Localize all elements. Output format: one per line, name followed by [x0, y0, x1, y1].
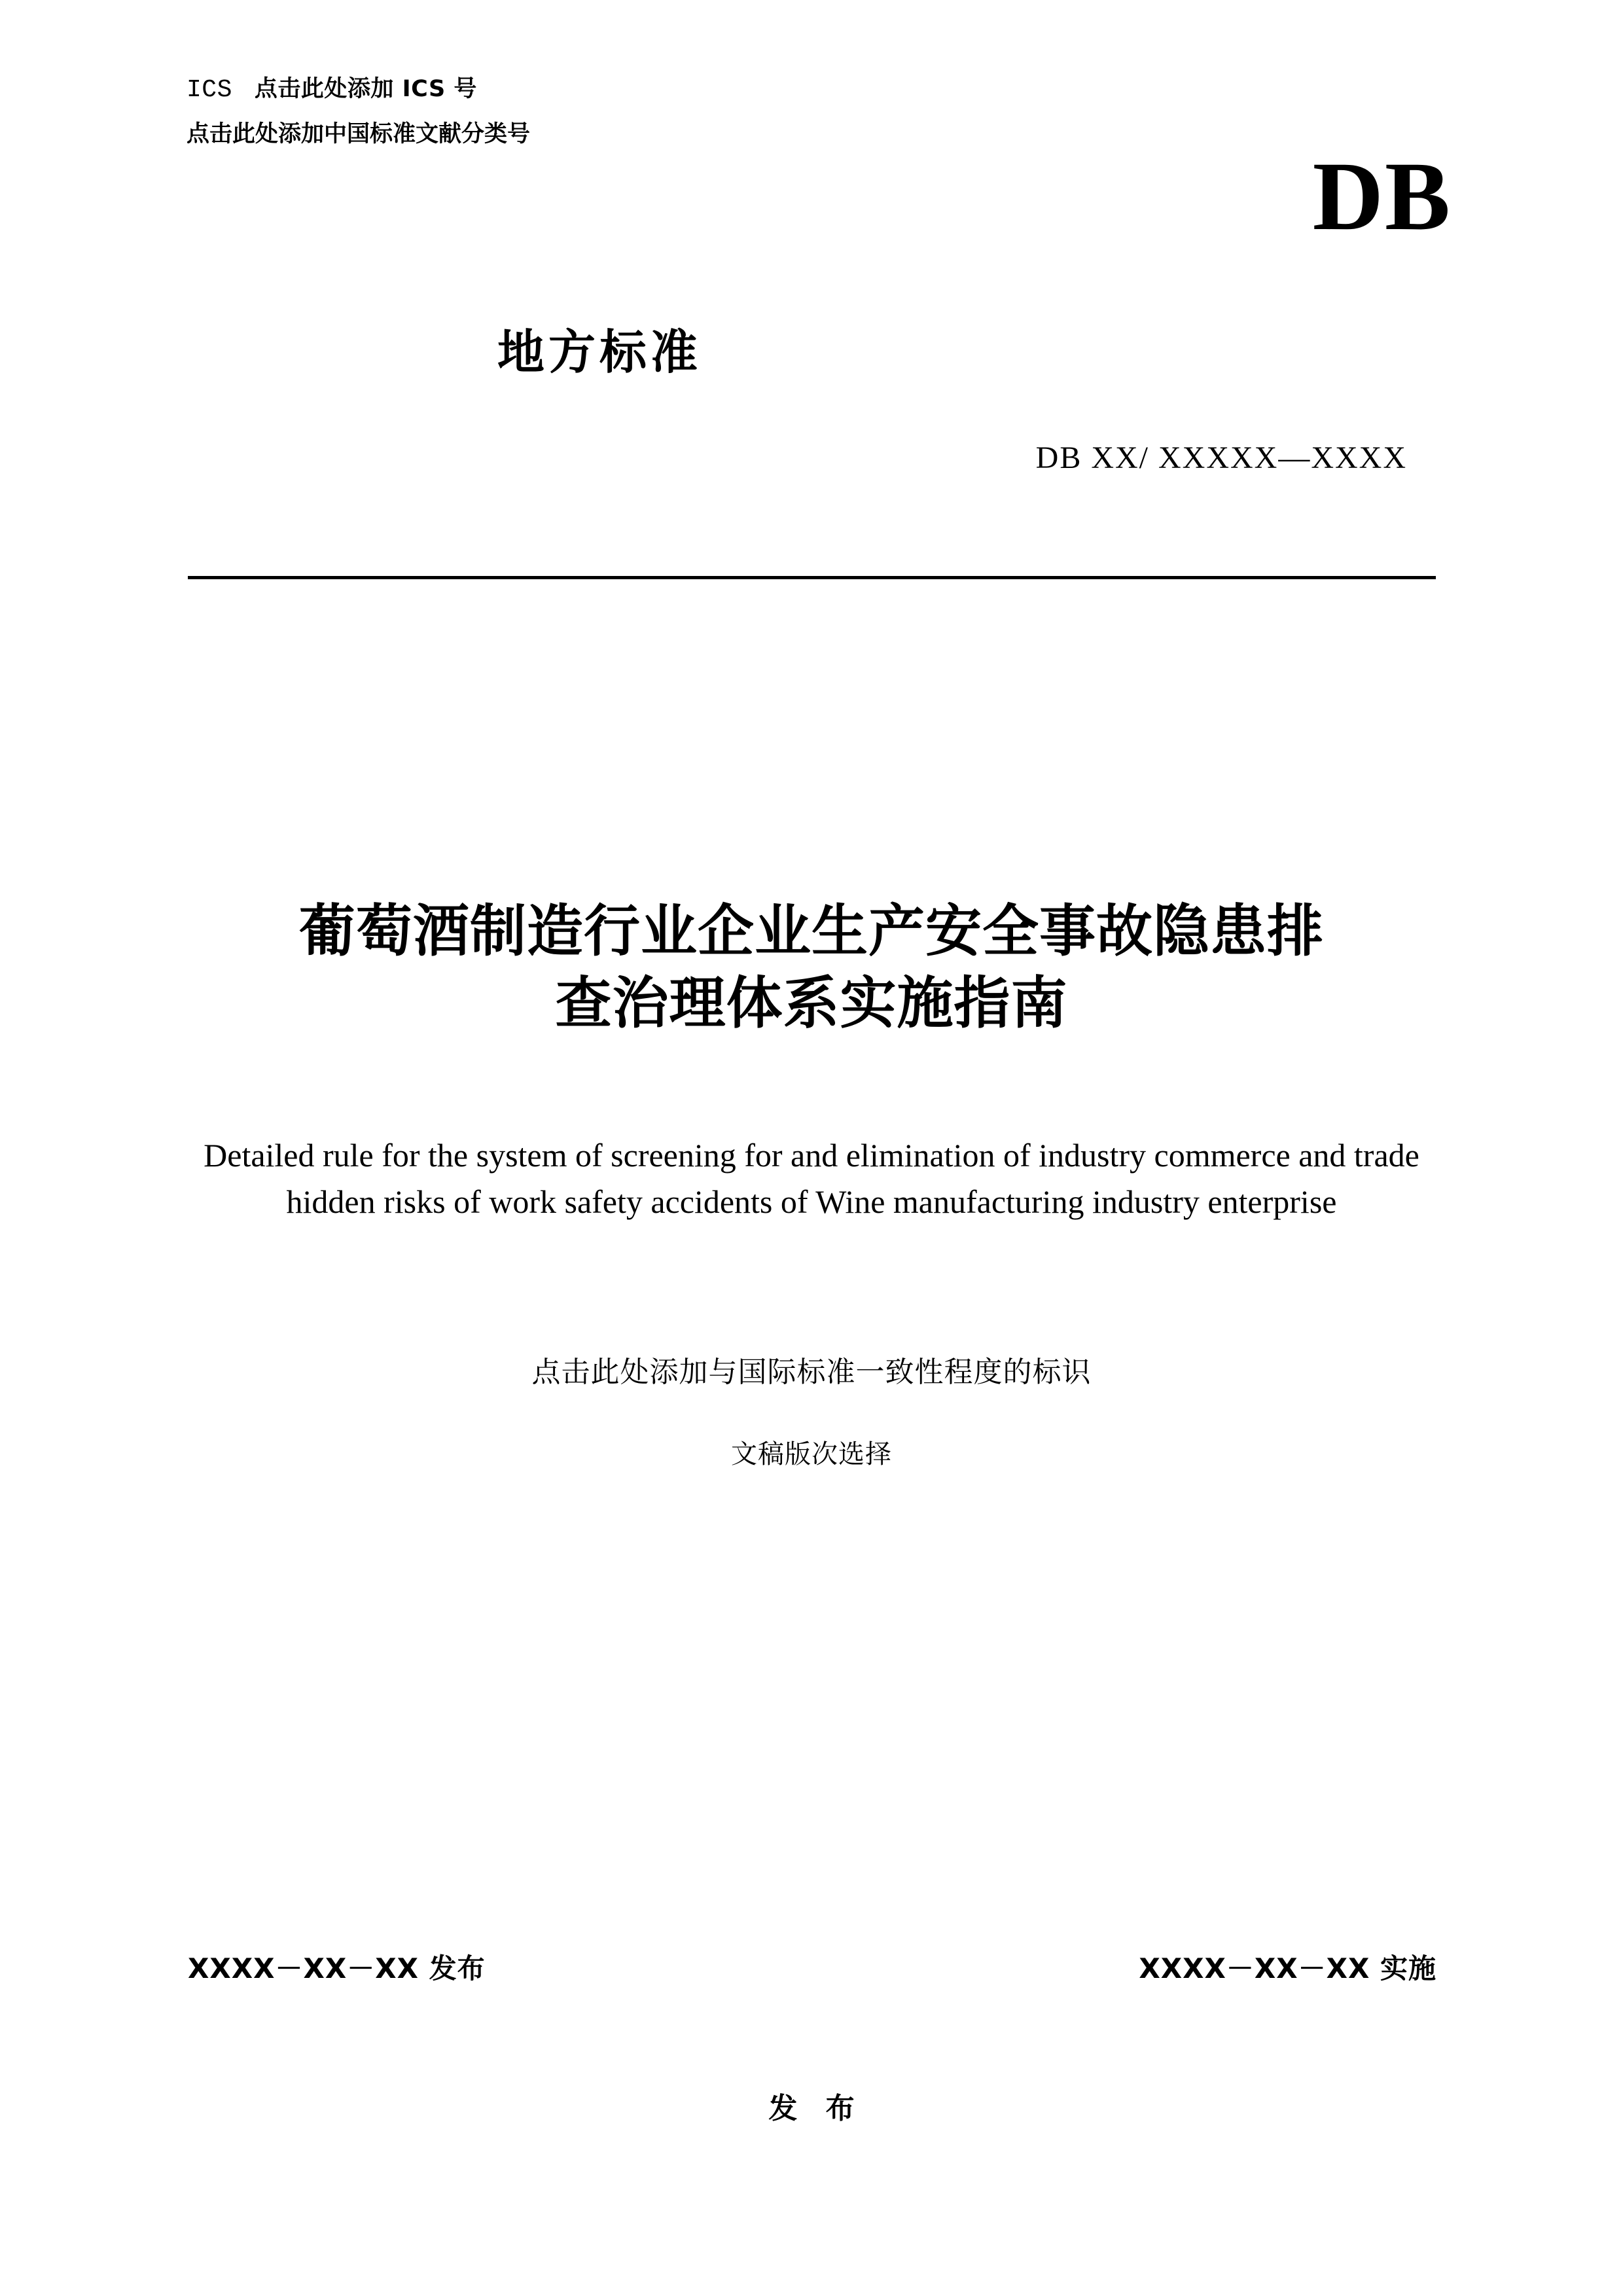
issue-date: XXXX－XX－XX 发布 [188, 1952, 486, 1984]
page-title-cn-line1: 葡萄酒制造行业企业生产安全事故隐患排 [299, 899, 1324, 964]
ics-label: ICS [187, 76, 232, 104]
header-block [187, 71, 1430, 149]
ics-line [187, 71, 1430, 104]
issuer-label: 发 布 [768, 2092, 864, 2125]
ccs-placeholder: 点击此处添加中国标准文献分类号 [187, 121, 531, 147]
page-title-cn [157, 895, 1466, 1039]
page-title-cn-line2: 查治理体系实施指南 [555, 971, 1068, 1037]
draft-version: 文稿版次选择 [731, 1439, 892, 1469]
consistency-note: 点击此处添加与国际标准一致性程度的标识 [531, 1356, 1092, 1388]
ics-placeholder: 点击此处添加 ICS 号 [254, 76, 477, 102]
standard-type: 地方标准 [497, 325, 702, 380]
implement-date: XXXX－XX－XX 实施 [1139, 1952, 1436, 1984]
standard-number: DB XX/ XXXXX—XXXX [1035, 440, 1407, 475]
header-divider [188, 576, 1436, 579]
page-title-en: Detailed rule for the system of screening for and elimination of industry commerce and trade hidden risks of work safety accidents of Wine manufacturing industry enterprise [204, 1137, 1419, 1220]
db-logo: DB [1312, 142, 1452, 251]
